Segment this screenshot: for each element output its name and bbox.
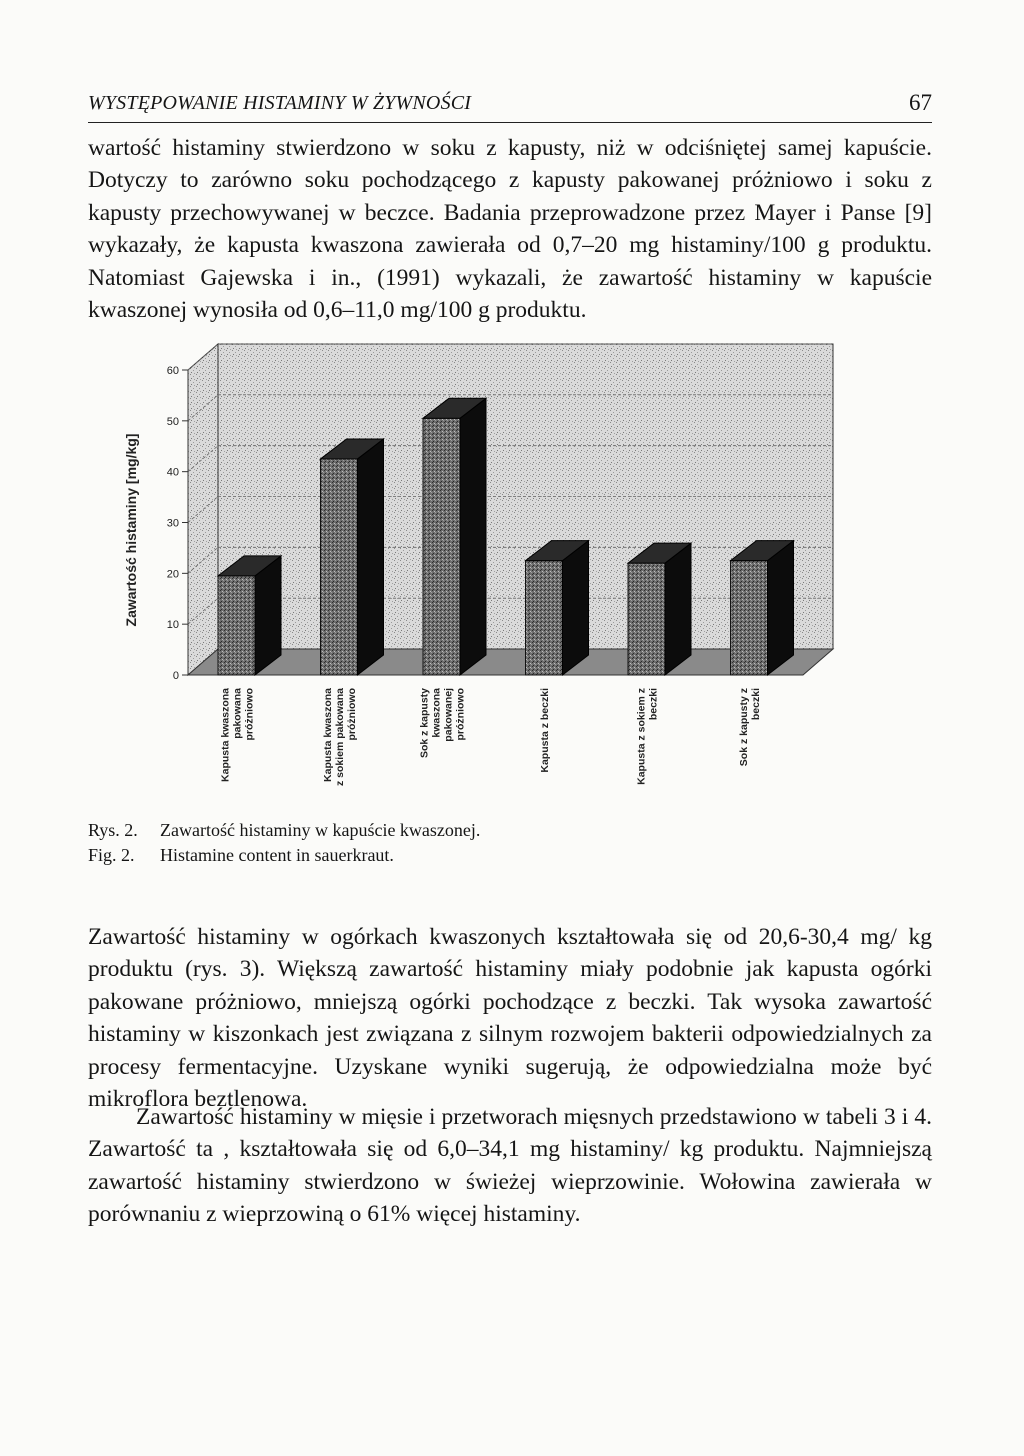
x-label-line: Kapusta kwaszona — [219, 688, 232, 782]
bar-6 — [731, 541, 794, 675]
x-label-line: próżniowo — [454, 688, 467, 741]
x-label-line: beczki — [647, 688, 660, 721]
bar-side — [563, 541, 589, 675]
x-label-line: Kapusta z beczki — [539, 688, 551, 773]
bar-side — [768, 541, 794, 675]
x-label-line: Kapusta kwaszona — [322, 688, 334, 782]
x-label-line: beczki — [750, 688, 762, 721]
x-label-line: Sok z kapusty z — [738, 688, 750, 767]
y-tick-label: 40 — [166, 466, 179, 479]
bar-side — [460, 398, 486, 675]
page-number: 67 — [909, 90, 932, 115]
bar-chart — [88, 338, 848, 818]
paragraph-1: wartość histaminy stwierdzono w soku z kapusty, niż w odciśniętej samej kapuście. Dotyczy to zarówno soku pochodzącego z kapusty pakowanej próżniowo i soku z kapusty przechowywanej w beczce. Badania przeprowadzone przez Mayer i Panse [9] wykazały, że kapusta kwaszona zawierała od 0,7–20 mg histaminy/100 g produktu. Natomiast Gajewska i in., (1991) wykazali, że zawartość histaminy w kapuście kwaszonej wynosiła od 0,6–11,0 mg/100 g produktu. — [88, 135, 932, 324]
bar-side — [665, 543, 691, 675]
running-title: WYSTĘPOWANIE HISTAMINY W ŻYWNOŚCI — [88, 92, 472, 114]
chart-y-ticks — [167, 365, 188, 682]
y-tick-label: 0 — [172, 670, 179, 682]
bar-side — [358, 439, 384, 675]
caption-en-text: Histamine content in sauerkraut. — [160, 845, 394, 865]
bar-front — [423, 418, 460, 675]
paragraph-2: Zawartość histaminy w ogórkach kwaszonych kształtowała się od 20,6-30,4 mg/ kg produktu (rys. 3). Większą zawartość histaminy miały podobnie jak kapusta ogórki pakowane próżniowo, mniejszą ogórki pochodzące z beczki. Tak wysoka zawartość histaminy w kiszonkach jest związana z silnym rozwojem bakterii odpowiedzialnych za procesy fermentacyjne. Uzyskane wyniki sugerują, że odpowiedzialna może być mikroflora beztlenowa. — [88, 924, 932, 1113]
chart-x-labels — [220, 688, 763, 786]
paragraph-3: Zawartość histaminy w mięsie i przetworach mięsnych przedstawiono w tabeli 3 i 4. Zawartość ta , kształtowała się od 6,0–34,1 mg histaminy/ kg produktu. Najmniejszą zawartość histaminy stwierdzono w świeżej wieprzowinie. Wołowina zawierała w porównaniu z wieprzowiną o 61% więcej histaminy. — [88, 1104, 932, 1228]
x-label-line: pakowana — [231, 688, 244, 739]
x-label-6 — [738, 688, 762, 766]
figure-caption-pl — [88, 820, 480, 841]
x-label-1 — [220, 688, 256, 782]
y-tick-label: 30 — [166, 517, 179, 530]
x-label-3 — [419, 688, 467, 758]
x-label-4 — [539, 688, 551, 773]
x-label-2 — [322, 688, 358, 786]
bar-2 — [321, 439, 384, 675]
y-tick-label: 10 — [166, 619, 179, 632]
y-tick-label: 20 — [166, 568, 179, 581]
x-label-line: próżniowo — [243, 688, 256, 741]
bar-front — [526, 561, 563, 675]
bar-front — [321, 459, 358, 675]
bar-front — [628, 563, 665, 675]
bar-front — [218, 576, 255, 675]
bar-1 — [218, 556, 281, 675]
x-label-line: pakowanej — [442, 688, 455, 742]
y-tick-label: 60 — [166, 365, 179, 377]
caption-en-label: Fig. 2. — [88, 845, 135, 865]
bar-3 — [423, 398, 486, 675]
bar-front — [731, 561, 768, 675]
figure-caption-en — [88, 845, 394, 866]
x-label-line: próżniowo — [346, 688, 358, 741]
y-axis-label: Zawartość histaminy [mg/kg] — [123, 433, 139, 627]
x-label-line: kwaszona — [430, 688, 443, 738]
x-label-line: z sokiem pakowana — [334, 688, 346, 787]
chart-side-wall — [188, 344, 218, 675]
x-label-line: Sok z kapusty — [418, 688, 431, 759]
caption-pl-text: Zawartość histaminy w kapuście kwaszonej. — [160, 820, 481, 840]
x-label-5 — [636, 688, 660, 785]
bar-5 — [628, 543, 691, 675]
caption-pl-label: Rys. 2. — [88, 820, 138, 840]
bar-4 — [526, 541, 589, 675]
x-label-line: Kapusta z sokiem z — [635, 688, 648, 785]
y-tick-label: 50 — [166, 415, 179, 428]
running-header — [88, 88, 932, 123]
bar-side — [255, 556, 281, 675]
